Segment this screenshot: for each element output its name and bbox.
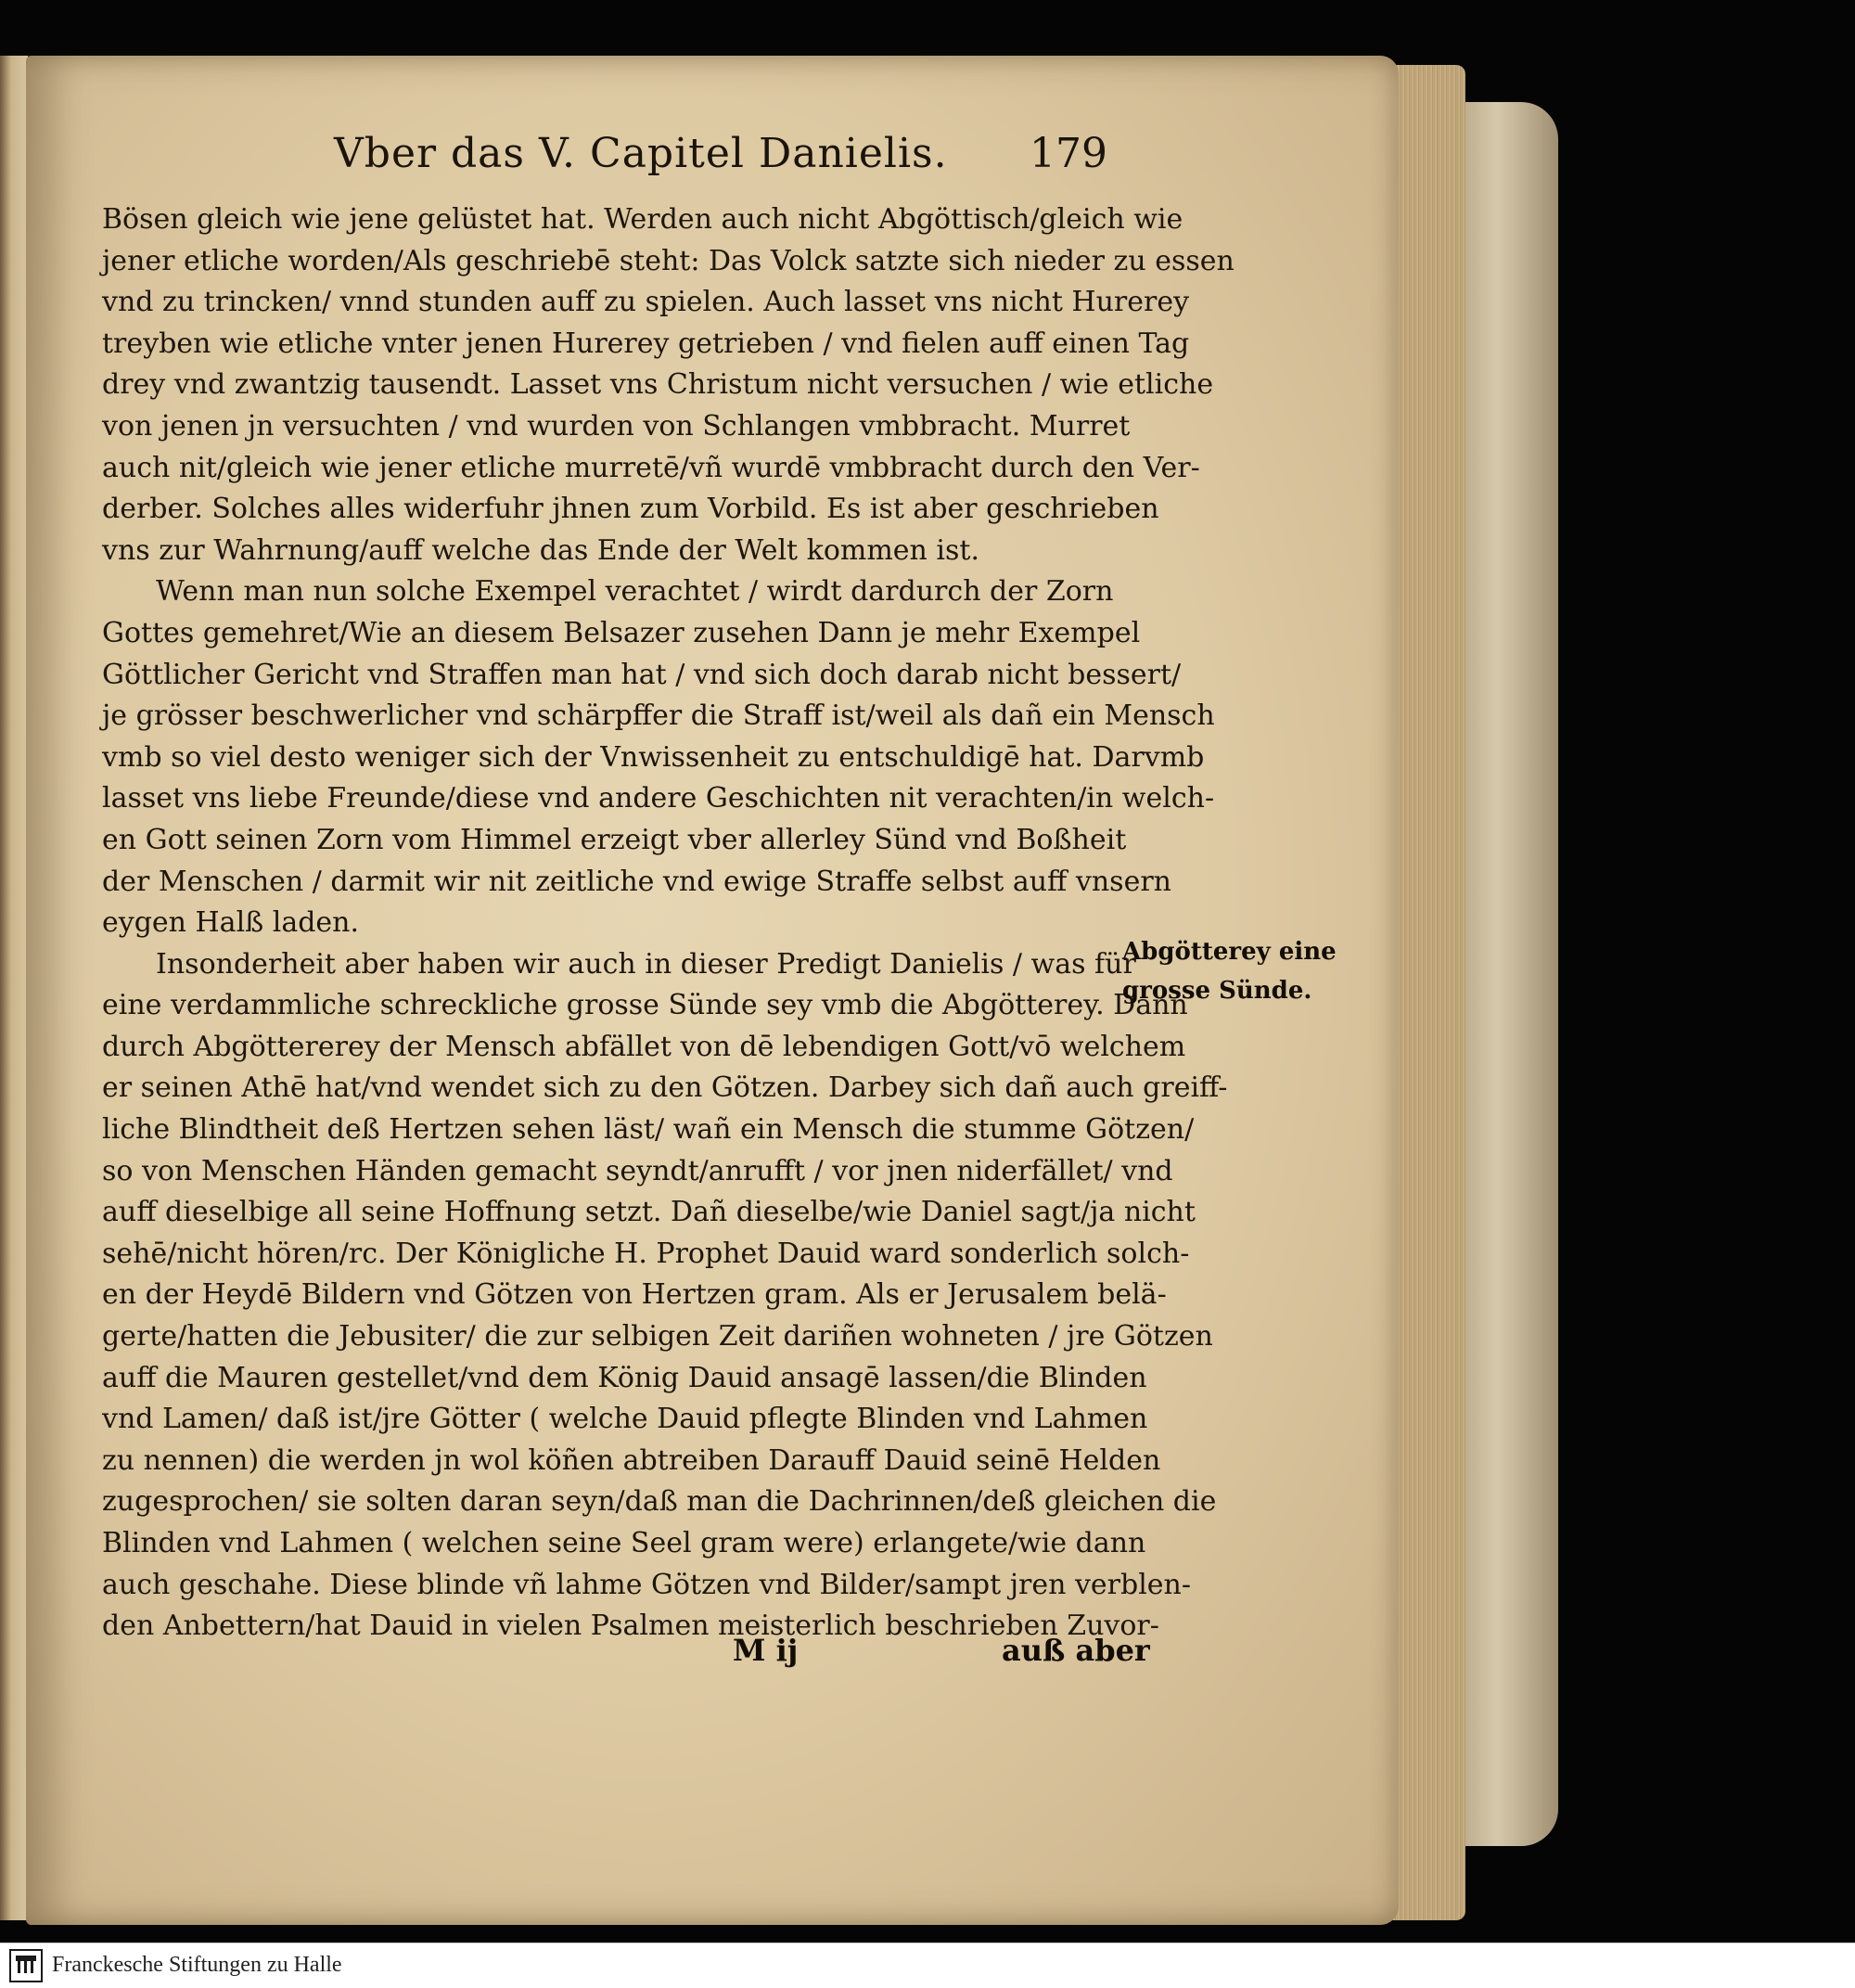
text-line: vmb so viel desto weniger sich der Vnwissenheit zu entschuldigē hat. Darvmb: [102, 740, 1205, 774]
text-line: vnd Lamen/ daß ist/jre Götter ( welche Dauid pflegte Blinden vnd Lahmen: [102, 1403, 1148, 1436]
text-line: er seinen Athē hat/vnd wendet sich zu den Götzen. Darbey sich dañ auch greiff-: [102, 1071, 1228, 1105]
text-line: eygen Halß laden.: [102, 906, 360, 940]
text-line: Gottes gemehret/Wie an diesem Belsazer zusehen Dann je mehr Exempel: [102, 616, 1141, 649]
logo-pillar-shape: [31, 1960, 33, 1973]
book-cover-edge: [1456, 102, 1558, 1846]
text-line: je grösser beschwerlicher vnd schärpffer die Straff ist/weil als dañ ein Mensch: [102, 699, 1215, 733]
signature-mark: M ij: [733, 1633, 799, 1668]
text-line: vns zur Wahrnung/auff welche das Ende der Welt kommen ist.: [102, 533, 979, 567]
text-line: en Gott seinen Zorn vom Himmel erzeigt vber allerley Sünd vnd Boßheit: [102, 823, 1127, 856]
text-line: der Menschen / darmit wir nit zeitliche vnd ewige Straffe selbst auff vnsern: [102, 865, 1171, 898]
page-number: 179: [1030, 130, 1107, 177]
text-line: von jenen jn versuchten / vnd wurden von Schlangen vmbbracht. Murret: [102, 409, 1131, 442]
text-line: auch geschahe. Diese blinde vñ lahme Götzen vnd Bilder/sampt jren verblen-: [102, 1568, 1191, 1601]
text-line: jener etliche worden/Als geschriebē steht: Das Volck satzte sich nieder zu essen: [102, 244, 1235, 277]
text-line: durch Abgöttererey der Mensch abfället von dē lebendigen Gott/vō welchem: [102, 1030, 1186, 1063]
paragraph-start-line: Wenn man nun solche Exempel verachtet / wirdt dardurch der Zorn: [156, 575, 1114, 609]
text-line: sehē/nicht hören/rc. Der Königliche H. Prophet Dauid ward sonderlich solch-: [102, 1237, 1190, 1270]
text-line: vnd zu trincken/ vnnd stunden auff zu spielen. Auch lasset vns nicht Hurerey: [102, 286, 1190, 319]
footer-institution-name[interactable]: Franckesche Stiftungen zu Halle: [52, 1953, 342, 1977]
text-line: auff die Mauren gestellet/vnd dem König Dauid ansagē lassen/die Blinden: [102, 1361, 1147, 1394]
text-line: Bösen gleich wie jene gelüstet hat. Werden auch nicht Abgöttisch/gleich wie: [102, 203, 1183, 236]
text-line: Blinden vnd Lahmen ( welchen seine Seel gram were) erlangete/wie dann: [102, 1527, 1146, 1559]
footer-bar: [0, 1943, 1855, 1988]
text-line: treyben wie etliche vnter jenen Hurerey getrieben / vnd fielen auff einen Tag: [102, 327, 1190, 360]
text-line: auch nit/gleich wie jener etliche murretē/vñ wurdē vmbbracht durch den Ver-: [102, 451, 1200, 484]
text-line: zu nennen) die werden jn wol köñen abtreiben Darauff Dauid seinē Helden: [102, 1443, 1161, 1477]
text-line: derber. Solches alles widerfuhr jhnen zum Vorbild. Es ist aber geschrieben: [102, 493, 1159, 526]
marginal-note: [1122, 932, 1337, 1010]
text-line: liche Blindtheit deß Hertzen sehen läst/ wañ ein Mensch die stumme Götzen/: [102, 1113, 1195, 1147]
paragraph-start-line: Insonderheit aber haben wir auch in dieser Predigt Danielis / was für: [156, 947, 1136, 981]
text-line: so von Menschen Händen gemacht seyndt/anrufft / vor jnen niderfället/ vnd: [102, 1154, 1173, 1187]
logo-pillar-shape: [18, 1960, 20, 1973]
franckesche-stiftungen-logo-icon[interactable]: [9, 1949, 43, 1982]
marginal-note-line: Abgötterey eine: [1122, 938, 1337, 966]
text-line: den Anbettern/hat Dauid in vielen Psalmen meisterlich beschrieben Zuvor-: [102, 1610, 1159, 1643]
text-line: lasset vns liebe Freunde/diese vnd andere Geschichten nit verachten/in welch-: [102, 782, 1215, 815]
text-line: en der Heydē Bildern vnd Götzen von Hertzen gram. Als er Jerusalem belä-: [102, 1278, 1167, 1312]
page-block-fore-edge: [1391, 65, 1465, 1920]
text-line: drey vnd zwantzig tausendt. Lasset vns Christum nicht versuchen / wie etliche: [102, 368, 1214, 402]
running-head: Vber das V. Capitel Danielis.: [334, 130, 948, 177]
catchword: auß aber: [1002, 1633, 1150, 1668]
text-line: eine verdammliche schreckliche grosse Sünde sey vmb die Abgötterey. Dann: [102, 989, 1188, 1022]
text-line: zugesprochen/ sie solten daran seyn/daß man die Dachrinnen/deß gleichen die: [102, 1485, 1217, 1519]
text-line: auff dieselbige all seine Hoffnung setzt. Dañ dieselbe/wie Daniel sagt/ja nicht: [102, 1196, 1196, 1229]
marginal-note-line: grosse Sünde.: [1122, 977, 1312, 1005]
text-line: Göttlicher Gericht vnd Straffen man hat / vnd sich doch darab nicht bessert/: [102, 658, 1182, 691]
text-line: gerte/hatten die Jebusiter/ die zur selbigen Zeit dariñen wohneten / jre Götzen: [102, 1320, 1213, 1353]
logo-pillar-shape: [24, 1960, 27, 1973]
